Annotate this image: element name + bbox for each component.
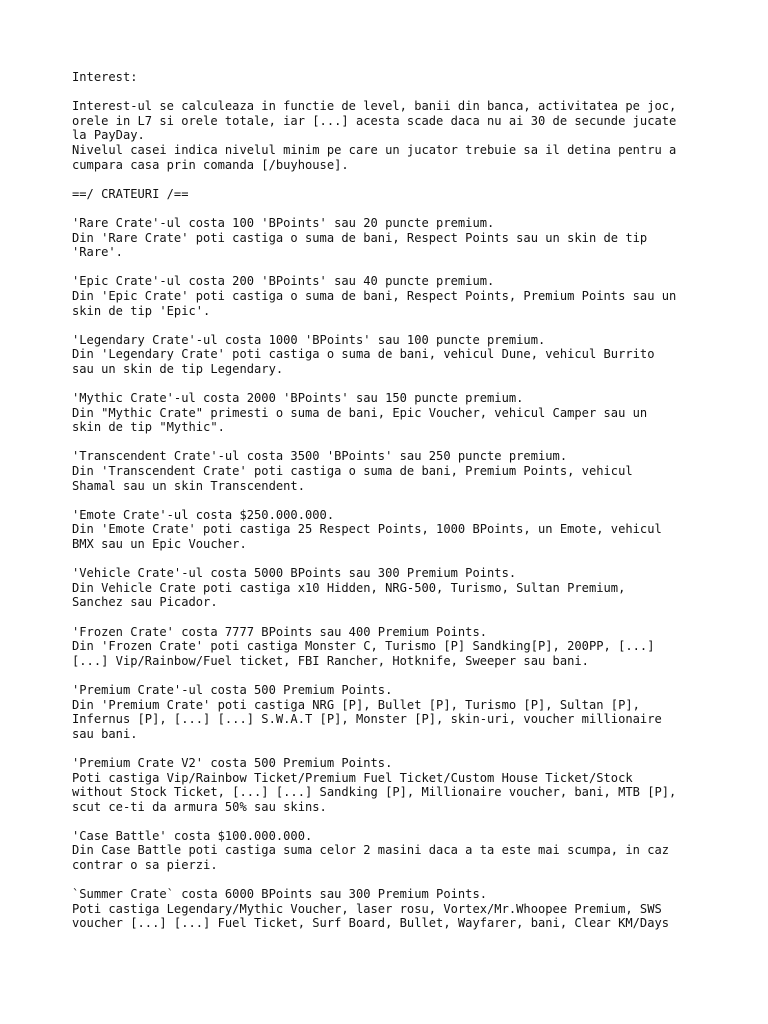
text-line: orele in L7 si orele totale, iar [...] acesta scade daca nu ai 30 de secunde jucate [72,113,677,128]
text-line: 'Mythic Crate'-ul costa 2000 'BPoints' sau 150 puncte premium. [72,391,524,406]
crates-heading [72,187,732,202]
paragraph [72,274,732,318]
text-line: Din "Mythic Crate" primesti o suma de bani, Epic Voucher, vehicul Camper sau un [72,405,648,420]
text-line: scut ce-ti da armura 50% sau skins. [72,799,327,814]
text-line: 'Transcendent Crate'-ul costa 3500 'BPoints' sau 250 puncte premium. [72,449,568,464]
text-line: Interest: [72,70,138,84]
paragraph [72,829,732,873]
document-page [72,70,732,946]
text-line: cumpara casa prin comanda [/buyhouse]. [72,157,349,172]
text-line: 'Premium Crate'-ul costa 500 Premium Points. [72,682,393,697]
section-heading [72,70,732,85]
text-line: Din 'Legendary Crate' poti castiga o suma de bani, vehicul Dune, vehicul Burrito [72,347,655,362]
text-line: [...] Vip/Rainbow/Fuel ticket, FBI Rancher, Hotknife, Sweeper sau bani. [72,653,589,668]
text-line: 'Rare Crate'-ul costa 100 'BPoints' sau 20 puncte premium. [72,215,495,230]
paragraph [72,756,732,814]
text-line: Poti castiga Vip/Rainbow Ticket/Premium Fuel Ticket/Custom House Ticket/Stock [72,770,633,785]
text-line: 'Case Battle' costa $100.000.000. [72,828,313,843]
text-line: la PayDay. [72,128,145,143]
text-line: 'Rare'. [72,245,123,260]
paragraph [72,683,732,741]
text-line: Din 'Frozen Crate' poti castiga Monster C, Turismo [P] Sandking[P], 200PP, [...] [72,639,655,654]
text-line: Nivelul casei indica nivelul minim pe care un jucator trebuie sa il detina pentru a [72,142,677,157]
paragraph [72,333,732,377]
text-line: `Summer Crate` costa 6000 BPoints sau 300 Premium Points. [72,887,488,902]
paragraph [72,887,732,931]
text-line: 'Premium Crate V2' costa 500 Premium Points. [72,755,393,770]
text-line: 'Vehicle Crate'-ul costa 5000 BPoints sau 300 Premium Points. [72,566,517,581]
text-line: Shamal sau un skin Transcendent. [72,478,305,493]
text-line: skin de tip "Mythic". [72,420,225,435]
text-line: voucher [...] [...] Fuel Ticket, Surf Board, Bullet, Wayfarer, bani, Clear KM/Days [72,916,670,931]
text-line: contrar o sa pierzi. [72,858,218,873]
text-line: BMX sau un Epic Voucher. [72,537,247,551]
paragraph [72,391,732,435]
text-line: Interest-ul se calculeaza in functie de level, banii din banca, activitatea pe joc, [72,99,677,114]
text-line: Din 'Epic Crate' poti castiga o suma de bani, Respect Points, Premium Points sau un [72,288,677,303]
text-line: Sanchez sau Picador. [72,595,218,610]
paragraph [72,216,732,260]
text-line: 'Legendary Crate'-ul costa 1000 'BPoints' sau 100 puncte premium. [72,332,546,347]
text-line: 'Frozen Crate' costa 7777 BPoints sau 400 Premium Points. [72,624,488,639]
text-line: Din 'Transcendent Crate' poti castiga o suma de bani, Premium Points, vehicul [72,464,633,479]
text-line: Din Vehicle Crate poti castiga x10 Hidden, NRG-500, Turismo, Sultan Premium, [72,580,626,595]
paragraph [72,625,732,669]
text-line: ==/ CRATEURI /== [72,186,189,201]
text-line: Poti castiga Legendary/Mythic Voucher, laser rosu, Vortex/Mr.Whoopee Premium, SWS [72,901,662,916]
paragraph [72,566,732,610]
text-line: sau bani. [72,726,138,741]
text-line: Din 'Rare Crate' poti castiga o suma de bani, Respect Points sau un skin de tip [72,230,648,245]
text-line: sau un skin de tip Legendary. [72,361,284,376]
paragraph [72,449,732,493]
text-line: 'Emote Crate'-ul costa $250.000.000. [72,507,335,522]
text-line: skin de tip 'Epic'. [72,303,211,318]
text-line: Din 'Emote Crate' poti castiga 25 Respect Points, 1000 BPoints, un Emote, vehicul [72,522,662,537]
paragraph [72,508,732,552]
text-line: 'Epic Crate'-ul costa 200 'BPoints' sau 40 puncte premium. [72,274,495,289]
text-line: Din 'Premium Crate' poti castiga NRG [P], Bullet [P], Turismo [P], Sultan [P], [72,697,640,712]
text-line: Infernus [P], [...] [...] S.W.A.T [P], Monster [P], skin-uri, voucher millionaire [72,712,662,727]
text-line: Din Case Battle poti castiga suma celor 2 masini daca a ta este mai scumpa, in caz [72,843,670,858]
text-line: without Stock Ticket, [...] [...] Sandking [P], Millionaire voucher, bani, MTB [P], [72,785,677,800]
paragraph [72,99,732,172]
